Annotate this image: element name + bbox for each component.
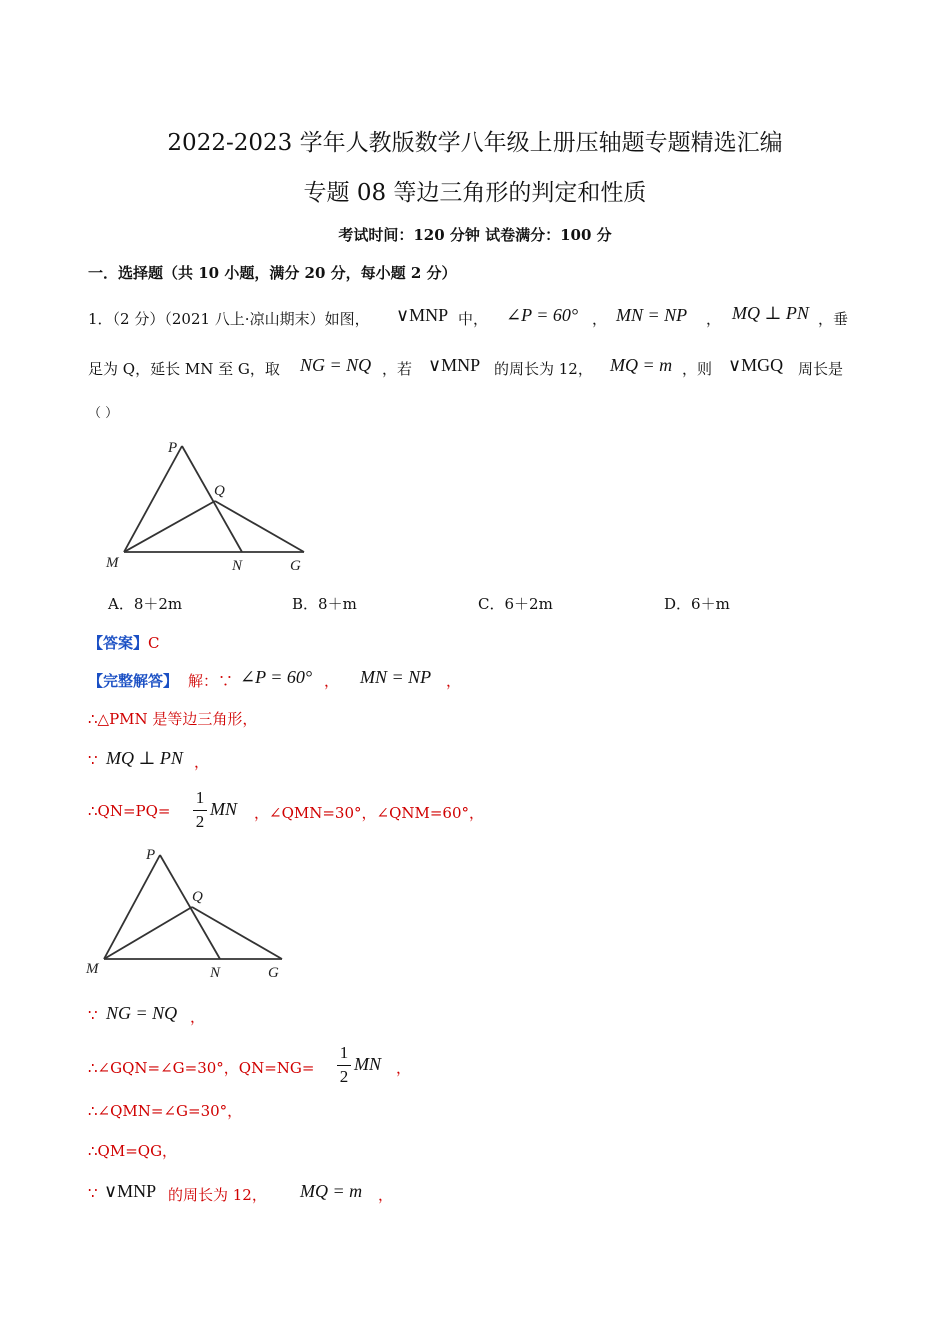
point-label-n: N [232, 558, 243, 574]
fraction-numerator: 1 [195, 788, 205, 807]
triangle-figure [100, 436, 320, 578]
punct: ， [396, 1059, 412, 1077]
fraction-bar [337, 1065, 351, 1066]
fraction-bar [193, 810, 207, 811]
answer-tag: 【答案】 [88, 634, 149, 652]
solution-tag: 【完整解答】 [88, 672, 179, 690]
point-label-m: M [86, 961, 99, 977]
question-text: 中， [458, 310, 489, 328]
math-ng-nq: NG = NQ [106, 1003, 178, 1023]
solution-text: ∵ [88, 751, 98, 769]
point-label-m: M [106, 555, 119, 571]
point-label-p: P [146, 847, 156, 863]
solution-text: ，∠QMN=30°，∠QNM=60°， [254, 804, 485, 822]
solution-text: ∵ [88, 1184, 98, 1202]
question-text: ，若 [382, 360, 413, 378]
triangle-mnp: ∨MNP [104, 1181, 157, 1201]
math-mn-np: MN = NP [360, 667, 432, 687]
point-label-q: Q [214, 483, 225, 499]
punct: ， [194, 753, 210, 771]
exam-info: 考试时间：120 分钟 试卷满分：100 分 [338, 226, 612, 244]
punct: ， [706, 310, 722, 328]
answer-value: C [148, 634, 160, 652]
question-text: ，垂 [818, 310, 849, 328]
punct: ， [190, 1008, 206, 1026]
math-mq-m: MQ = m [610, 355, 673, 375]
punct: ， [592, 310, 608, 328]
punct: ， [378, 1186, 394, 1204]
section-heading: 一．选择题（共 10 小题，满分 20 分，每小题 2 分） [88, 264, 457, 282]
point-label-p: P [168, 440, 178, 456]
answer-line [88, 632, 160, 653]
math-mn: MN [354, 1054, 381, 1074]
solution-text: ∴QN=PQ= [88, 802, 171, 820]
solution-text: 解：∵ [188, 672, 234, 690]
option-c[interactable]: C．6＋2m [478, 595, 553, 613]
triangle-mgq: ∨MGQ [728, 355, 784, 375]
document-subtitle: 专题 08 等边三角形的判定和性质 [303, 180, 647, 206]
answer-blank: （ ） [88, 406, 119, 421]
solution-text: 的周长为 12， [168, 1186, 267, 1204]
math-mq-m: MQ = m [300, 1181, 363, 1201]
question-text: 周长是 [798, 360, 844, 378]
option-b[interactable]: B．8＋m [292, 595, 357, 613]
math-mn: MN [210, 799, 237, 819]
fraction-denominator: 2 [339, 1067, 349, 1086]
punct: ， [324, 672, 340, 690]
question-prefix: 1．（2 分）（2021 八上·凉山期末）如图， [88, 310, 370, 328]
math-ng-nq: NG = NQ [300, 355, 372, 375]
question-text: 足为 Q，延长 MN 至 G，取 [88, 360, 280, 378]
triangle-mnp: ∨MNP [428, 355, 481, 375]
point-label-g: G [290, 558, 301, 574]
question-text: ，则 [682, 360, 713, 378]
fraction-denominator: 2 [195, 812, 205, 831]
triangle-mnp: ∨MNP [396, 305, 449, 325]
punct: ， [446, 672, 462, 690]
triangle-figure-2 [82, 843, 292, 983]
fraction-numerator: 1 [339, 1043, 349, 1062]
solution-line: ∴∠QMN=∠G=30°， [88, 1102, 243, 1120]
math-angle-p: ∠P = 60° [506, 305, 579, 325]
question-text: 的周长为 12， [494, 360, 593, 378]
solution-line: ∴△PMN 是等边三角形， [88, 710, 258, 728]
point-label-n: N [210, 965, 221, 981]
solution-line: ∴QM=QG， [88, 1142, 178, 1160]
math-mn-np: MN = NP [616, 305, 688, 325]
solution-text: ∵ [88, 1006, 98, 1024]
point-label-q: Q [192, 889, 203, 905]
option-a[interactable]: A．8＋2m [108, 595, 183, 613]
math-mq-perp-pn: MQ ⊥ PN [106, 748, 183, 768]
math-angle-p: ∠P = 60° [240, 667, 313, 687]
math-mq-perp-pn: MQ ⊥ PN [732, 303, 809, 323]
point-label-g: G [268, 965, 279, 981]
solution-text: ∴∠GQN=∠G=30°，QN=NG= [88, 1059, 315, 1077]
document-title: 2022-2023 学年人教版数学八年级上册压轴题专题精选汇编 [167, 130, 783, 156]
option-d[interactable]: D．6＋m [664, 595, 730, 613]
